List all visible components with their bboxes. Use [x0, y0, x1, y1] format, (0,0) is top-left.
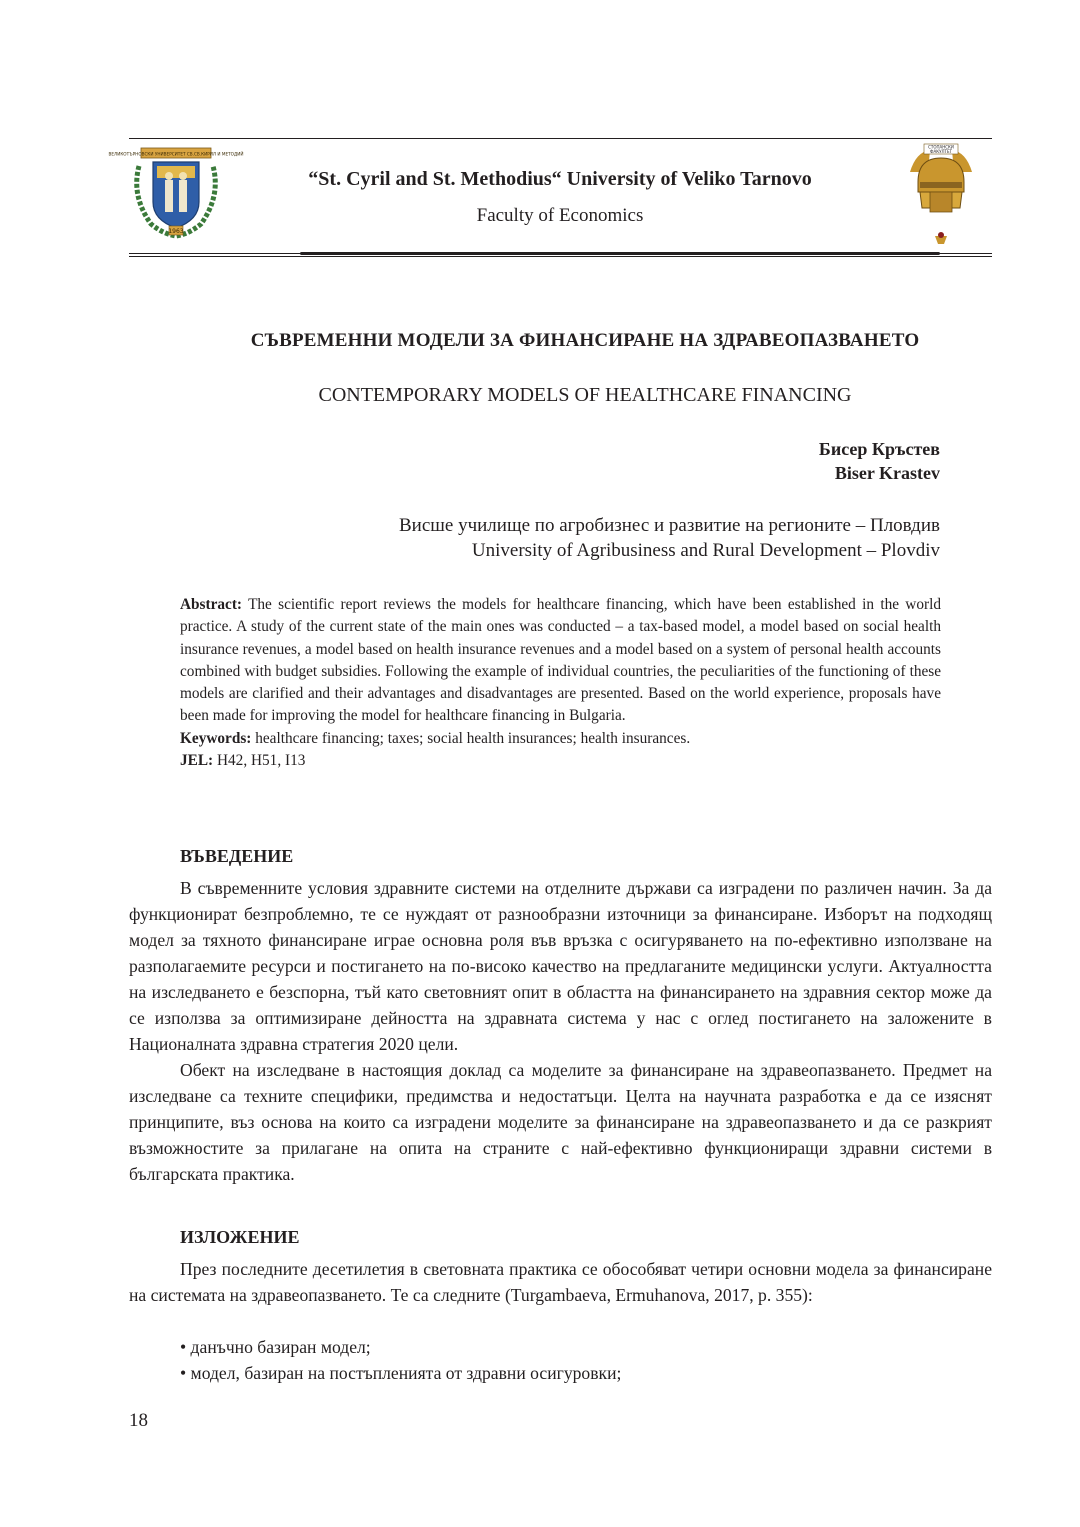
- keywords-line: [180, 728, 941, 750]
- keywords-label: Keywords:: [180, 729, 252, 747]
- model-bullet-list: [180, 1334, 621, 1386]
- header-university-name: “St. Cyril and St. Methodius“ University of Veliko Tarnovo: [308, 168, 812, 190]
- intro-paragraph-2: Обект на изследване в настоящия доклад са моделите за финансиране на здравеопазването. Предмет на изследване са техните специфики, предимства и недостатъци. Целта на научната разработка е да се изяснят принципите, въз основа на които са изградени моделите за финансиране на здравеопазването и да се разкрият възможностите за прилагане на опита на страните с най-ефективно функциониращи здравни системи в българската практика.: [129, 1060, 992, 1184]
- exposition-paragraph-1: През последните десетилетия в световната практика се обособяват четири основни модела за финансиране на системата на здравеопазването. Те са следните (Turgambaeva, Ermuhanova, 2017, p. 355):: [129, 1259, 992, 1305]
- author-name-bg: Бисер Кръстев: [818, 439, 940, 459]
- header-top-rule: [129, 138, 992, 139]
- jel-label: JEL:: [180, 752, 214, 770]
- faculty-logo-text-1: СТОПАНСКИ: [928, 144, 954, 150]
- page-number: 18: [129, 1410, 148, 1431]
- section-heading-introduction: ВЪВЕДЕНИЕ: [180, 846, 294, 866]
- section-heading-exposition: ИЗЛОЖЕНИЕ: [180, 1227, 300, 1247]
- header-bottom-rule-accent: [300, 252, 940, 255]
- author-name-en: Biser Krastev: [834, 463, 940, 483]
- jel-codes: H42, H51, I13: [216, 752, 306, 770]
- crest-banner-text: ВЕЛИКОТЪРНОВСКИ УНИВЕРСИТЕТ СВ.СВ.КИРИЛ И МЕТОДИЙ: [108, 151, 244, 157]
- abstract-label: Abstract:: [180, 596, 243, 613]
- introduction-body: [129, 875, 992, 1187]
- header-faculty-name: Faculty of Economics: [476, 205, 644, 226]
- exposition-body: [129, 1256, 992, 1308]
- faculty-helmet-logo: [906, 142, 976, 248]
- list-item: • модел, базиран на постъпленията от здравни осигуровки;: [180, 1363, 622, 1383]
- paper-title-en: CONTEMPORARY MODELS OF HEALTHCARE FINANCING: [318, 384, 852, 406]
- affiliation-bg: Висше училище по агробизнес и развитие на регионите – Пловдив: [399, 515, 940, 536]
- jel-line: [180, 750, 941, 772]
- intro-paragraph-1: В съвременните условия здравните системи на отделните държави са изградени по различен начин. За да функционират безпроблемно, те се нуждаят от разнообразни източници за финансиране. Изборът на подходящ модел за тяхното финансиране играе основна роля във връзка с осигуряването на по-ефективно използване на разполагаемите ресурси и постигането на по-високо качество на предлаганите медицински услуги. Актуалността на изследването е безспорна, тъй като световният опит в областта на финансирането на здравния сектор може да се използва за оптимизиране дейността на здравната система у нас с оглед постигането на заложените в Националната здравна стратегия 2020 цели.: [129, 878, 992, 1054]
- abstract-text: The scientific report reviews the models for healthcare financing, which have been established in the world practice. A study of the current state of the main ones was conducted – a tax-based model, a model based on social health insurance revenues, a model based on health insurance revenues and a model based on a system of personal health accounts combined with budget subsidies. Following the example of individual countries, the peculiarities of the functioning of these models are clarified and their advantages and disadvantages are presented. Based on the world experience, proposals have been made for improving the model for healthcare financing in Bulgaria.: [180, 596, 941, 725]
- keywords-text: healthcare financing; taxes; social health insurances; health insurances.: [255, 729, 691, 747]
- affiliation-en: University of Agribusiness and Rural Development – Plovdiv: [471, 540, 940, 561]
- paper-title-bg: СЪВРЕМЕННИ МОДЕЛИ ЗА ФИНАНСИРАНЕ НА ЗДРАВЕОПАЗВАНЕТО: [250, 330, 920, 351]
- crest-year-text: 1963: [168, 228, 184, 235]
- abstract-block: [180, 594, 941, 772]
- faculty-logo-text-2: ФАКУЛТЕТ: [930, 149, 952, 154]
- list-item: • данъчно базиран модел;: [180, 1337, 371, 1357]
- abstract-paragraph: [180, 594, 941, 728]
